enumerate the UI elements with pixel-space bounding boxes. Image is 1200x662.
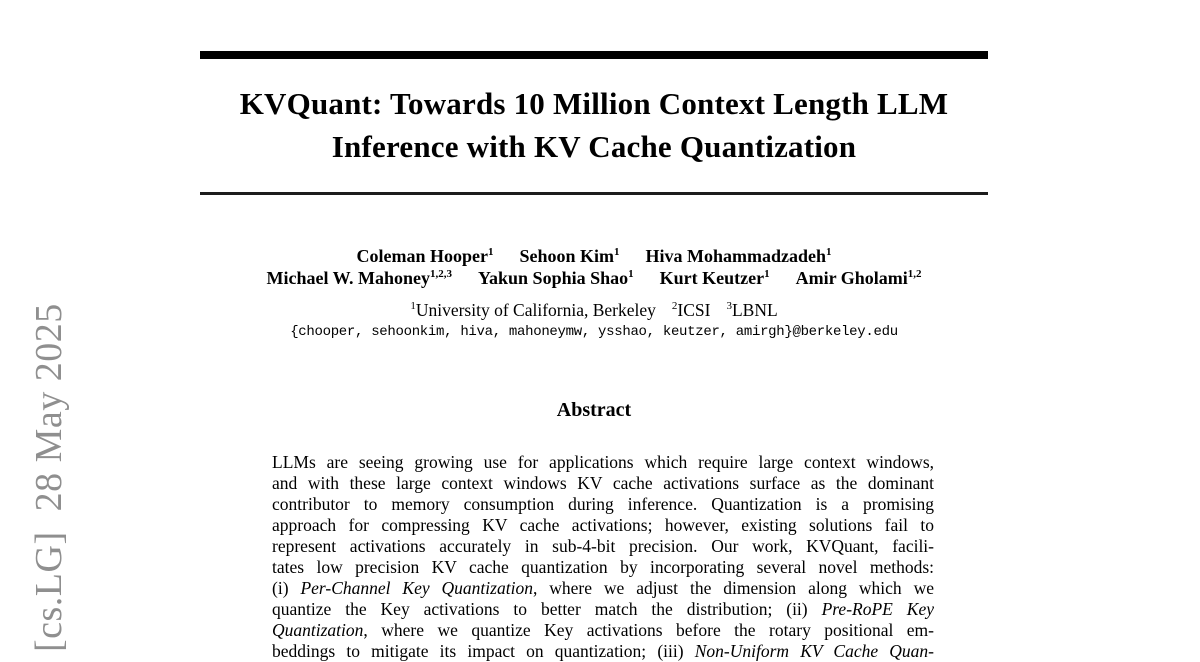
affiliation-superscript: 2 [671, 300, 678, 313]
author-name: Sehoon Kim$^1$ [519, 246, 620, 266]
abstract-heading: Abstract [556, 399, 632, 421]
abstract-text: and with these large context windows KV cache activations surface as the dominant [272, 473, 934, 493]
abstract-line [272, 515, 934, 536]
author-name: Yakun Sophia Shao$^1$ [478, 268, 634, 288]
abstract-text: contributor to memory consumption during inference. Quantization is a promising [272, 494, 934, 514]
author-affiliation-superscript: 1 [764, 268, 770, 280]
abstract-line [272, 452, 934, 473]
paper-title-line-1: KVQuant: Towards 10 Million Context Length LLM [239, 86, 949, 121]
author-affiliation-superscript: 1 [487, 246, 494, 258]
author-name: Amir Gholami$^{1,2}$ [795, 268, 922, 288]
author-affiliation-superscript: 1,2 [907, 268, 922, 280]
abstract-text: beddings to mitigate its impact on quantization; (iii) [272, 641, 695, 661]
affiliation-superscript: 1 [410, 300, 416, 313]
author-affiliation-superscript: 1 [628, 268, 634, 280]
author-affiliation-superscript: 1,2,3 [430, 268, 453, 280]
affiliation-item: $^1$University of California, Berkeley [410, 300, 656, 320]
abstract-emphasized-text: Pre-RoPE Key [821, 599, 934, 619]
abstract-line [272, 578, 934, 599]
abstract-paragraph [272, 452, 934, 662]
abstract-text: , where we adjust the dimension along which we [532, 578, 934, 598]
paper-title [200, 82, 988, 168]
abstract-line [272, 494, 934, 515]
abstract-line [272, 620, 934, 641]
author-name: Hiva Mohammadzadeh$^1$ [645, 246, 832, 266]
author-name: Kurt Keutzer$^1$ [659, 268, 770, 288]
abstract-text: LLMs are seeing growing use for applications which require large context windows, [272, 452, 934, 472]
author-emails: {chooper, sehoonkim, hiva, mahoneymw, ysshao, keutzer, amirgh}@berkeley.edu [290, 324, 898, 340]
abstract-text: approach for compressing KV cache activations; however, existing solutions fail to [272, 515, 934, 535]
abstract-line [272, 599, 934, 620]
abstract-text: , where we quantize Key activations before the rotary positional em- [363, 620, 934, 640]
author-affiliation-superscript: 1 [826, 246, 832, 258]
abstract-line [272, 473, 934, 494]
author-affiliation-superscript: 1 [614, 246, 620, 258]
author-name: Coleman Hooper$^1$ [356, 246, 494, 266]
author-line-2 [200, 267, 988, 289]
affiliation-item: $^2$ICSI [671, 300, 711, 320]
author-line-1 [200, 245, 988, 267]
abstract-text: (i) [272, 578, 301, 598]
arxiv-category-date-stamp: [cs.LG] 28 May 2025 [28, 303, 70, 652]
abstract-line [272, 557, 934, 578]
affiliation-item: $^3$LBNL [726, 300, 778, 320]
title-separator-rule [200, 192, 988, 195]
author-name: Michael W. Mahoney$^{1,2,3}$ [266, 268, 453, 288]
abstract-emphasized-text: Per-Channel Key Quantization [300, 578, 533, 598]
abstract-emphasized-text: Quantization [272, 620, 364, 640]
abstract-text: represent activations accurately in sub-4-bit precision. Our work, KVQuant, facili- [272, 536, 934, 556]
abstract-text: tates low precision KV cache quantization by incorporating several novel methods: [272, 557, 934, 577]
affiliations-line [200, 300, 988, 321]
top-rule [200, 51, 988, 59]
paper-content-column [200, 0, 988, 661]
abstract-line [272, 536, 934, 557]
affiliation-superscript: 3 [726, 300, 732, 313]
abstract-line [272, 641, 934, 662]
abstract-emphasized-text: Non-Uniform KV Cache Quan- [694, 641, 935, 661]
paper-title-line-2: Inference with KV Cache Quantization [331, 129, 857, 164]
abstract-text: quantize the Key activations to better match the distribution; (ii) [272, 599, 822, 619]
